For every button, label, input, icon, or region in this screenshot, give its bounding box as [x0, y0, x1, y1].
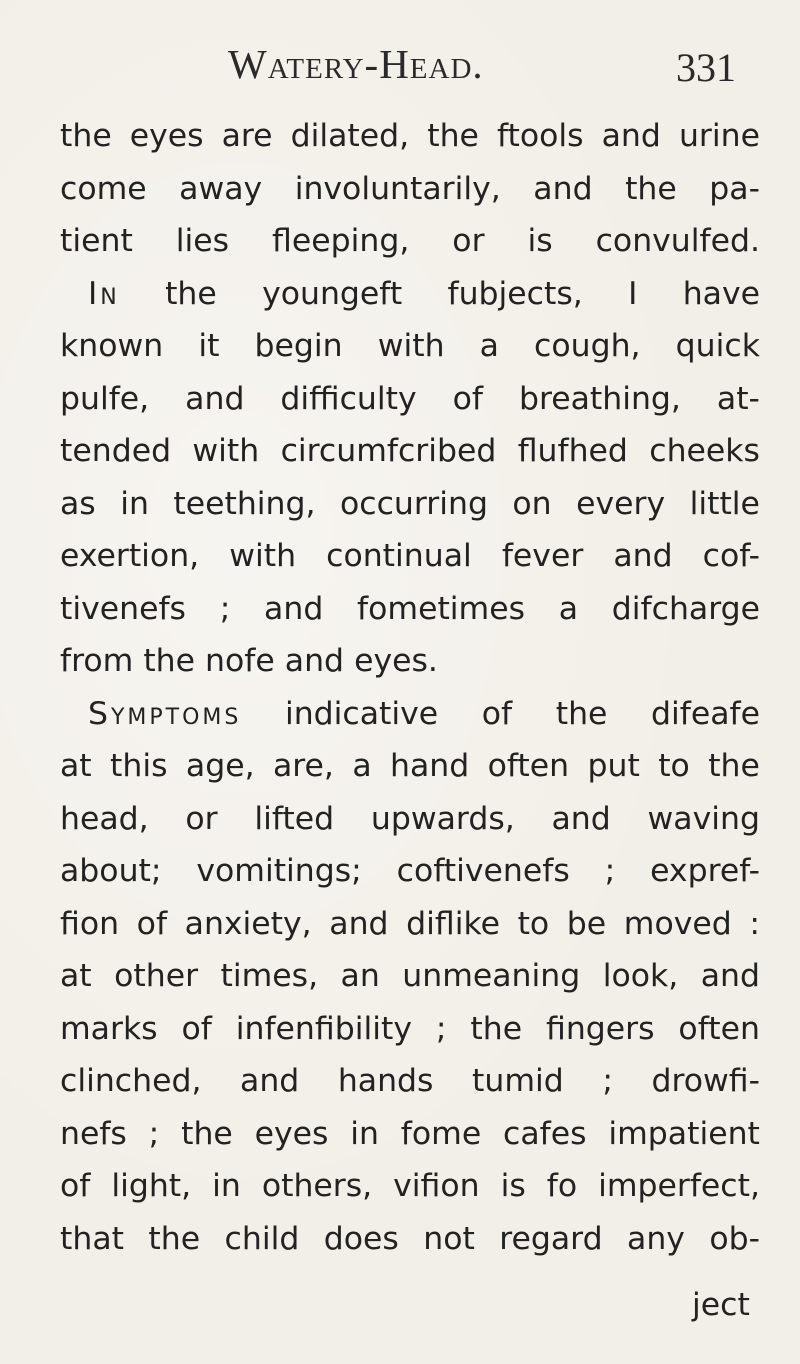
body-text	[60, 110, 760, 1265]
text-line: that the child does not regard any ob-	[60, 1220, 760, 1257]
text-line: at other times, an unmeaning look, and	[60, 958, 760, 994]
text-line: marks of infenfibility ; the fingers often	[60, 1010, 760, 1047]
text-line: tivenefs ; and fometimes a difcharge	[60, 590, 760, 627]
text-line: head, or lifted upwards, and waving	[60, 800, 760, 837]
catchword: ject	[692, 1287, 750, 1323]
text-line: of light, in others, vifion is fo imperfect,	[60, 1168, 760, 1204]
text-line: about; vomitings; coftivenefs ; expref-	[60, 853, 760, 889]
text-line: pulfe, and difficulty of breathing, at-	[60, 380, 760, 417]
text-line: from the nofe and eyes.	[60, 643, 438, 679]
text-line: at this age, are, a hand often put to the	[60, 748, 760, 784]
text-line: Symptoms indicative of the difeafe	[88, 695, 760, 732]
page-number: 331	[676, 45, 736, 90]
text-line: as in teething, occurring on every little	[60, 485, 760, 522]
text-line: tient lies fleeping, or is convulfed.	[60, 223, 760, 259]
text-line: clinched, and hands tumid ; drowfi-	[60, 1063, 760, 1099]
text-line: In the youngeft fubjects, I have	[88, 275, 760, 312]
text-line: tended with circumfcribed flufhed cheeks	[60, 433, 760, 469]
text-line: known it begin with a cough, quick	[60, 328, 760, 364]
text-line: nefs ; the eyes in fome cafes impatient	[60, 1115, 760, 1152]
running-title: Watery-Head.	[228, 41, 484, 87]
text-line: exertion, with continual fever and cof-	[60, 538, 760, 574]
text-line: come away involuntarily, and the pa-	[60, 170, 760, 207]
running-head	[0, 38, 800, 98]
text-line: the eyes are dilated, the ftools and urine	[60, 118, 760, 154]
text-line: fion of anxiety, and diflike to be moved :	[60, 905, 760, 942]
